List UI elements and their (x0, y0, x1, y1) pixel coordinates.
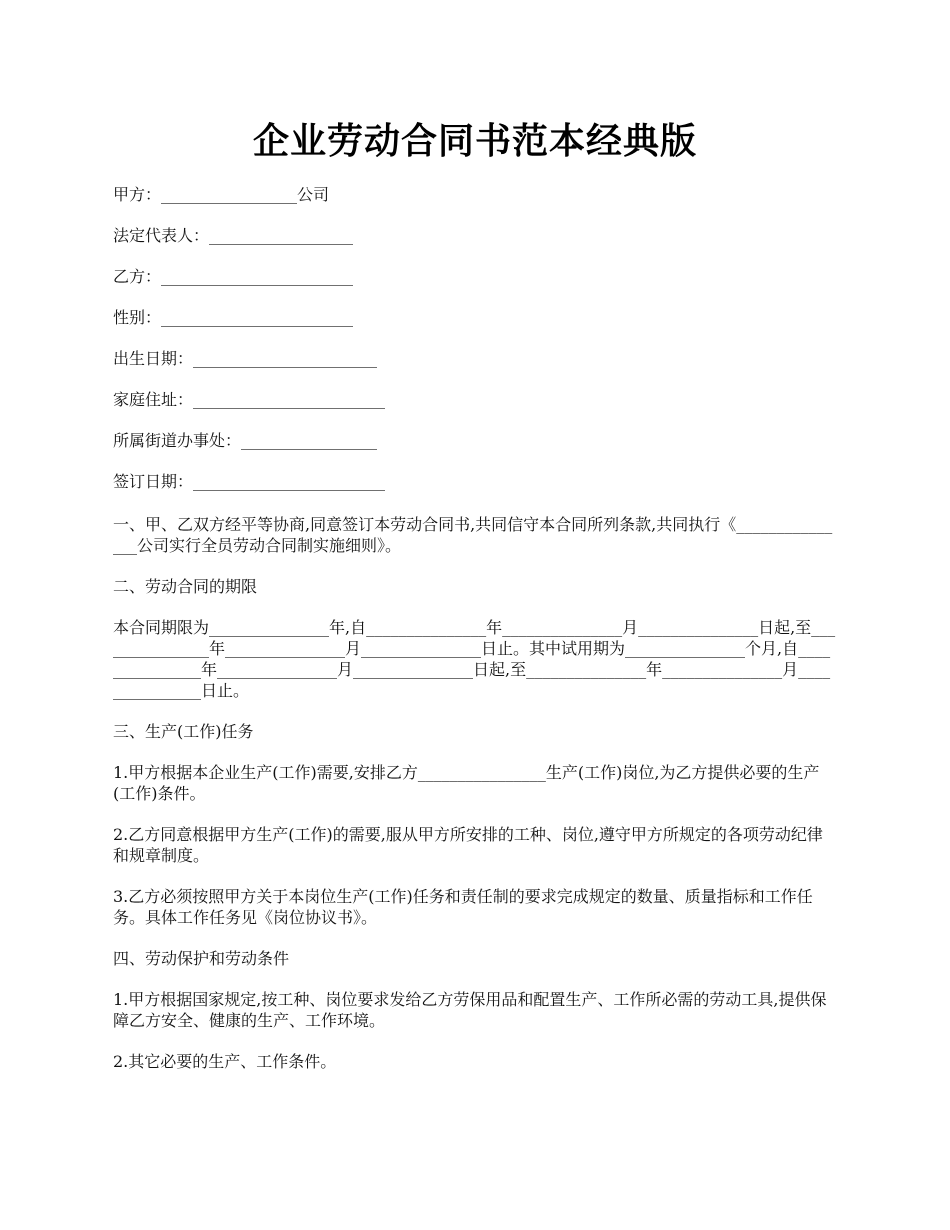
section-3-item-1: 1.甲方根据本企业生产(工作)需要,安排乙方________________生产(工作)岗位,为乙方提供必要的生产(工作)条件。 (113, 763, 820, 803)
party-a-field: 甲方：_________________公司 (113, 185, 330, 204)
preamble-paragraph: 一、甲、乙双方经平等协商,同意签订本劳动合同书,共同信守本合同所列条款,共同执行《_______________公司实行全员劳动合同制实施细则》。 (113, 515, 833, 555)
signing-date-field: 签订日期：________________________ (113, 472, 386, 491)
section-2-body: 本合同期限为_______________年,自_______________年_______________月_______________日起,至_______________年_______________月_______________日止。其中试用期为_______________个月,自_______________年_______________月_______________日起,至_______________年_______________月_______________日止。 (113, 618, 836, 700)
birth-date-field: 出生日期：_______________________ (113, 349, 378, 368)
section-3-heading: 三、生产(工作)任务 (113, 722, 254, 741)
section-4-item-2: 2.其它必要的生产、工作条件。 (113, 1052, 337, 1071)
section-4-heading: 四、劳动保护和劳动条件 (113, 949, 290, 968)
document-title: 企业劳动合同书范本经典版 (252, 120, 697, 162)
home-address-field: 家庭住址：________________________ (113, 390, 386, 409)
party-b-field: 乙方：________________________ (113, 267, 354, 286)
street-office-field: 所属街道办事处：_________________ (113, 431, 378, 450)
section-2-heading: 二、劳动合同的期限 (113, 577, 258, 596)
section-3-item-3: 3.乙方必须按照甲方关于本岗位生产(工作)任务和责任制的要求完成规定的数量、质量指标和工作任务。具体工作任务见《岗位协议书》。 (113, 887, 813, 927)
legal-representative-field: 法定代表人：__________________ (113, 226, 354, 245)
section-4-item-1: 1.甲方根据国家规定,按工种、岗位要求发给乙方劳保用品和配置生产、工作所必需的劳动工具,提供保障乙方安全、健康的生产、工作环境。 (113, 990, 827, 1030)
gender-field: 性别：________________________ (113, 308, 354, 327)
section-3-item-2: 2.乙方同意根据甲方生产(工作)的需要,服从甲方所安排的工种、岗位,遵守甲方所规定的各项劳动纪律和规章制度。 (113, 825, 823, 865)
party-info-fields (113, 184, 837, 492)
